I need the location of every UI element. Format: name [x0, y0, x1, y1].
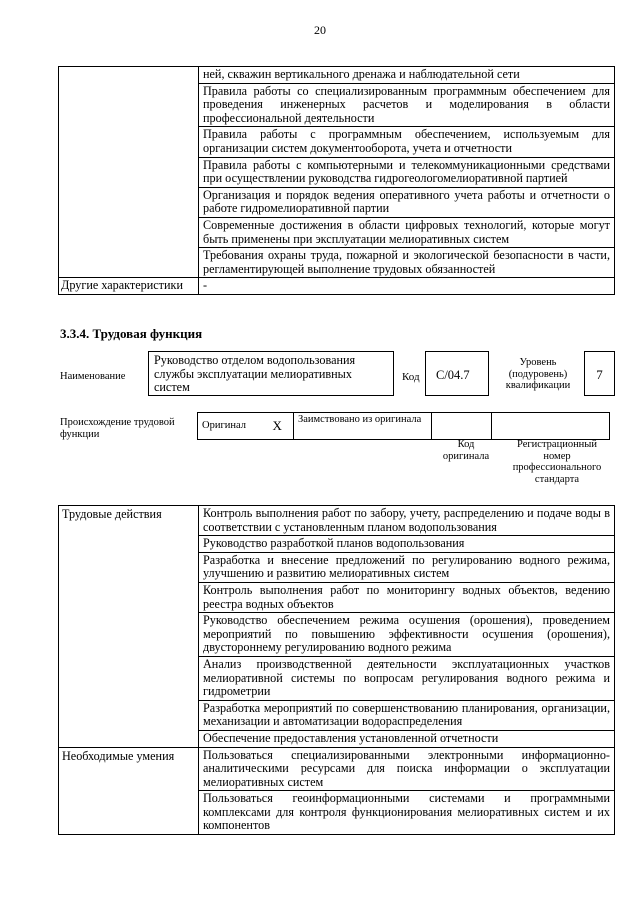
other-characteristics-label: Другие характеристики	[59, 278, 199, 295]
table-row	[59, 278, 615, 295]
table-row	[59, 747, 615, 791]
knowledge-label-cell	[59, 67, 199, 278]
table-cell: Пользоваться геоинформационными системами и программными комплексами для контроля функционирования мелиоративных систем и их компонентов	[199, 791, 615, 835]
table-row	[59, 67, 615, 84]
code-label: Код	[402, 371, 420, 383]
function-details-table	[58, 505, 615, 835]
reg-number-label: Регистрационный номер профессионального стандарта	[512, 439, 602, 485]
reg-number-cell	[492, 413, 610, 440]
table-cell: Руководство обеспечением режима осушения (орошения), проведением мероприятий по повышению эффективности осушения (орошения), двустороннему регулированию водного режима	[199, 613, 615, 657]
actions-label: Трудовые действия	[59, 506, 199, 748]
table-cell: Разработка мероприятий по совершенствованию планирования, организации, механизации и автоматизации водораспределения	[199, 700, 615, 730]
skills-label: Необходимые умения	[59, 747, 199, 835]
table-cell: Контроль выполнения работ по мониторингу водных объектов, ведению реестра водных объектов	[199, 582, 615, 612]
table-row	[59, 506, 615, 536]
table-cell: Обеспечение предоставления установленной отчетности	[199, 730, 615, 747]
code-original-cell	[432, 413, 492, 440]
qualification-level-label: Уровень (подуровень) квалификации	[505, 357, 571, 391]
original-mark: X	[262, 413, 294, 440]
table-cell: Пользоваться специализированными электронными информационно-аналитическими ресурсами для поиска информации о эксплуатации мелиоративных систем	[199, 747, 615, 791]
code-original-label: Код оригинала	[442, 439, 490, 462]
borrowed-label: Заимствовано из оригинала	[294, 413, 432, 440]
other-characteristics-value: -	[199, 278, 615, 295]
table-cell: Организация и порядок ведения оперативного учета работы и отчетности о работе гидромелиоративной партии	[199, 187, 615, 217]
origin-table	[197, 412, 610, 440]
function-code-value: C/04.7	[425, 351, 489, 396]
table-cell: Правила работы с программным обеспечением, используемым для организации систем документооборота, учета и отчетности	[199, 127, 615, 157]
table-cell: Разработка и внесение предложений по регулированию водного режима, улучшению и развитию мелиоративных систем	[199, 552, 615, 582]
function-name-value: Руководство отделом водопользования службы эксплуатации мелиоративных систем	[148, 351, 394, 396]
name-label: Наименование	[60, 371, 126, 382]
table-cell: Правила работы со специализированным программным обеспечением для проведения инженерных расчетов и моделирования в области профессиональной деятельности	[199, 83, 615, 127]
section-title: 3.3.4. Трудовая функция	[60, 326, 203, 341]
qualification-level-value: 7	[584, 351, 615, 396]
table-cell: ней, скважин вертикального дренажа и наблюдательной сети	[199, 67, 615, 84]
table-cell: Руководство разработкой планов водопользования	[199, 536, 615, 553]
origin-label: Происхождение трудовой функции	[60, 417, 175, 440]
knowledge-table	[58, 66, 615, 295]
table-cell: Правила работы с компьютерными и телекоммуникационными средствами при осуществлении руководства гидрогеологомелиоративной партией	[199, 157, 615, 187]
table-cell: Современные достижения в области цифровых технологий, которые могут быть применены при эксплуатации мелиоративных систем	[199, 217, 615, 247]
table-cell: Контроль выполнения работ по забору, учету, распределению и подаче воды в соответствии с установленным планом водопользования	[199, 506, 615, 536]
table-row	[198, 413, 610, 440]
table-cell: Требования охраны труда, пожарной и экологической безопасности в части, регламентирующей выполнение трудовых обязанностей	[199, 248, 615, 278]
original-label: Оригинал	[198, 413, 262, 440]
table-cell: Анализ производственной деятельности эксплуатационных участков мелиоративной системы по вопросам регулирования водного режима и гидрометрии	[199, 656, 615, 700]
page-number: 20	[314, 23, 326, 37]
